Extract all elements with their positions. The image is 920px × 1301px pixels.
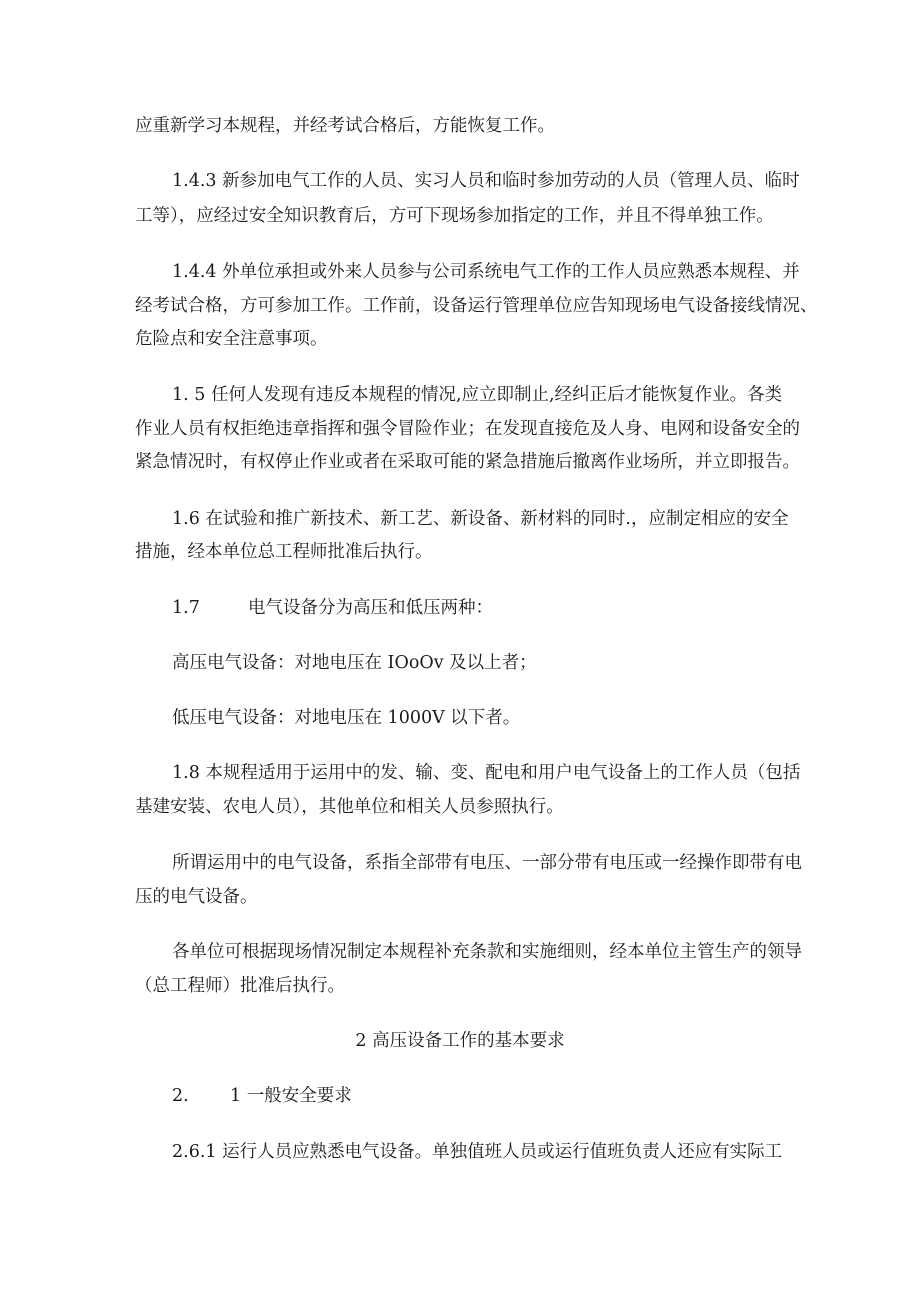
- definition-paragraph-line-1: 所谓运用中的电气设备，系指全部带有电压、一部分带有电压或一经操作即带有电: [172, 853, 802, 873]
- clause-1-8-line-1: 1.8 本规程适用于运用中的发、输、变、配电和用户电气设备上的工作人员（包括: [172, 763, 801, 783]
- clause-1-7-text: 电气设备分为高压和低压两种：: [248, 598, 493, 618]
- subsection-2-1-number: 2.: [172, 1086, 189, 1106]
- clause-1-4-3-line-2: 工等），应经过安全知识教育后，方可下现场参加指定的工作，并且不得单独工作。: [135, 206, 774, 226]
- clause-1-5-line-3: 紧急情况时，有权停止作业或者在采取可能的紧急措施后撤离作业场所，并立即报告。: [135, 452, 800, 472]
- clause-1-5-line-1: 1. 5 任何人发现有违反本规程的情况,应立即制止,经纠正后才能恢复作业。各类: [172, 385, 783, 405]
- definition-paragraph-line-2: 压的电气设备。: [135, 887, 258, 907]
- low-voltage-definition: 低压电气设备：对地电压在 1000V 以下者。: [172, 708, 521, 728]
- clause-1-6-line-1: 1.6 在试验和推广新技术、新工艺、新设备、新材料的同时.，应制定相应的安全: [172, 509, 789, 529]
- section-2-heading: 2 高压设备工作的基本要求: [355, 1031, 565, 1051]
- clause-1-5-line-2: 作业人员有权拒绝违章指挥和强令冒险作业；在发现直接危及人身、电网和设备安全的: [135, 419, 800, 439]
- clause-1-4-3-line-1: 1.4.3 新参加电气工作的人员、实习人员和临时参加劳动的人员（管理人员、临时: [172, 171, 800, 191]
- paragraph-continuation: 应重新学习本规程，并经考试合格后，方能恢复工作。: [135, 116, 555, 136]
- subsection-2-1-title: 1 一般安全要求: [230, 1086, 352, 1106]
- units-paragraph-line-2: （总工程师）批准后执行。: [135, 976, 345, 996]
- clause-1-4-4-line-2: 经考试合格，方可参加工作。工作前，设备运行管理单位应告知现场电气设备接线情况、: [135, 296, 818, 316]
- high-voltage-definition: 高压电气设备：对地电压在 IOoOv 及以上者；: [172, 653, 537, 673]
- clause-1-7-number: 1.7: [172, 598, 200, 618]
- clause-2-6-1-line-1: 2.6.1 运行人员应熟悉电气设备。单独值班人员或运行值班负责人还应有实际工: [172, 1142, 783, 1162]
- clause-1-6-line-2: 措施，经本单位总工程师批准后执行。: [135, 542, 433, 562]
- clause-1-8-line-2: 基建安装、农电人员），其他单位和相关人员参照执行。: [135, 797, 564, 817]
- clause-1-4-4-line-1: 1.4.4 外单位承担或外来人员参与公司系统电气工作的工作人员应熟悉本规程、并: [172, 262, 800, 282]
- units-paragraph-line-1: 各单位可根据现场情况制定本规程补充条款和实施细则，经本单位主管生产的领导: [172, 942, 802, 962]
- clause-1-4-4-line-3: 危险点和安全注意事项。: [135, 329, 328, 349]
